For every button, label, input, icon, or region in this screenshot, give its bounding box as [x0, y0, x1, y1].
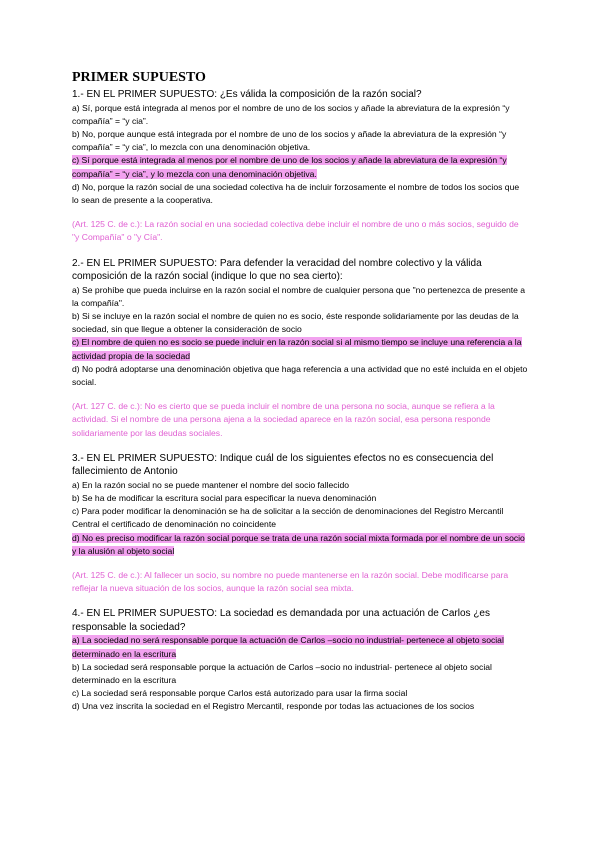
spacer: [72, 440, 528, 452]
spacer: [72, 207, 528, 218]
question-3-option-a: a) En la razón social no se puede mantener el nombre del socio fallecido: [72, 479, 350, 490]
question-1-option-c: c) Sí porque está integrada al menos por el nombre de uno de los socios y añade la abreviatura de la expresión “y compañía” = “y cia”, y lo mezcla con una denominación objetiva.: [72, 155, 507, 179]
question-3-option-b: b) Se ha de modificar la escritura social para especificar la nueva denominación: [72, 492, 377, 503]
spacer: [72, 558, 528, 569]
question-4-option-d: d) Una vez inscrita la sociedad en el Registro Mercantil, responde por todas las actuaciones de los socios: [72, 701, 475, 712]
question-3-option-d-wrapper: [72, 532, 528, 558]
document-content: [72, 70, 528, 714]
spacer: [72, 595, 528, 607]
question-1-text: 1.- EN EL PRIMER SUPUESTO: ¿Es válida la composición de la razón social?: [72, 89, 422, 100]
question-2-option-c-wrapper: [72, 336, 528, 362]
question-block-1: [72, 88, 528, 245]
question-3-option-c: c) Para poder modificar la denominación se ha de solicitar a la sección de denominaciones del Registro Mercantil Central el certificado de denominación no coincidente: [72, 506, 504, 530]
question-4-option-a-wrapper: [72, 634, 528, 660]
question-1-option-b: b) No, porque aunque está integrada por el nombre de uno de los socios y añade la abreviatura de la expresión “y compañía” = “y cia”, lo mezcla con una denominación objetiva.: [72, 128, 507, 153]
question-1-option-d: d) No, porque la razón social de una sociedad colectiva ha de incluir forzosamente el nombre de todos los socios que lo sean de presente a la cooperativa.: [72, 181, 520, 205]
page-title: PRIMER SUPUESTO: [72, 70, 206, 85]
question-2-option-a: a) Se prohíbe que pueda incluirse en la razón social el nombre de cualquier persona que "no pertenezca de presente a la compañía".: [72, 284, 526, 308]
question-4-option-c: c) La sociedad será responsable porque Carlos está autorizado para usar la firma social: [72, 688, 408, 699]
question-block-4: [72, 607, 528, 713]
question-2-option-c: c) El nombre de quien no es socio se puede incluir en la razón social si al mismo tiempo se incluye una referencia a la actividad propia de la sociedad: [72, 337, 522, 361]
question-4-text: 4.- EN EL PRIMER SUPUESTO: La sociedad es demandada por una actuación de Carlos ¿es responsable la sociedad?: [72, 608, 490, 633]
question-3-note: (Art. 125 C. de c.): Al fallecer un socio, su nombre no puede mantenerse en la razón social. Debe modificarse para reflejar la nueva situación de los socios, aunque la razón social sea mixta.: [72, 569, 509, 594]
question-1-option-a: a) Sí, porque está integrada al menos por el nombre de uno de los socios y añade la abreviatura de la expresión “y compañía” = “y cia”.: [72, 102, 510, 126]
question-2-note: (Art. 127 C. de c.): No es cierto que se pueda incluir el nombre de una persona no socia, aunque se refiera a la actividad. Si el nombre de una persona ajena a la sociedad aparece en la razón social, esa persona responde solidariamente por las deudas sociales.: [72, 401, 495, 438]
question-2-option-b: b) Si se incluye en la razón social el nombre de quien no es socio, éste responde solidariamente por las deudas de la sociedad, sin que llegue a obtener la consideración de socio: [72, 310, 519, 335]
question-4-option-b: b) La sociedad será responsable porque la actuación de Carlos –socio no industrial- pertenece al objeto social determinado en la escritura: [72, 661, 492, 685]
question-1-note: (Art. 125 C. de c.): La razón social en una sociedad colectiva debe incluir el nombre de uno o más socios, seguido de "y Compañía" o "y Cía".: [72, 219, 519, 243]
question-1-option-c-wrapper: [72, 154, 528, 180]
question-block-3: [72, 452, 528, 596]
question-4-option-a: a) La sociedad no será responsable porque la actuación de Carlos –socio no industrial- pertenece al objeto social determinado en la escritura: [72, 635, 504, 659]
spacer: [72, 245, 528, 257]
question-3-option-d: d) No es preciso modificar la razón social porque se trata de una razón social mixta formada por el nombre de un socio y la alusión al objeto social: [72, 532, 525, 556]
question-2-text: 2.- EN EL PRIMER SUPUESTO: Para defender la veracidad del nombre colectivo y la válida composición de la razón social (indique lo que no sea cierto):: [72, 257, 482, 283]
question-block-2: [72, 257, 528, 440]
question-3-text: 3.- EN EL PRIMER SUPUESTO: Indique cuál de los siguientes efectos no es consecuencia del fallecimiento de Antonio: [72, 452, 494, 478]
spacer: [72, 389, 528, 400]
question-2-option-d: d) No podrá adoptarse una denominación objetiva que haga referencia a una actividad que no esté incluida en el objeto social.: [72, 363, 528, 387]
